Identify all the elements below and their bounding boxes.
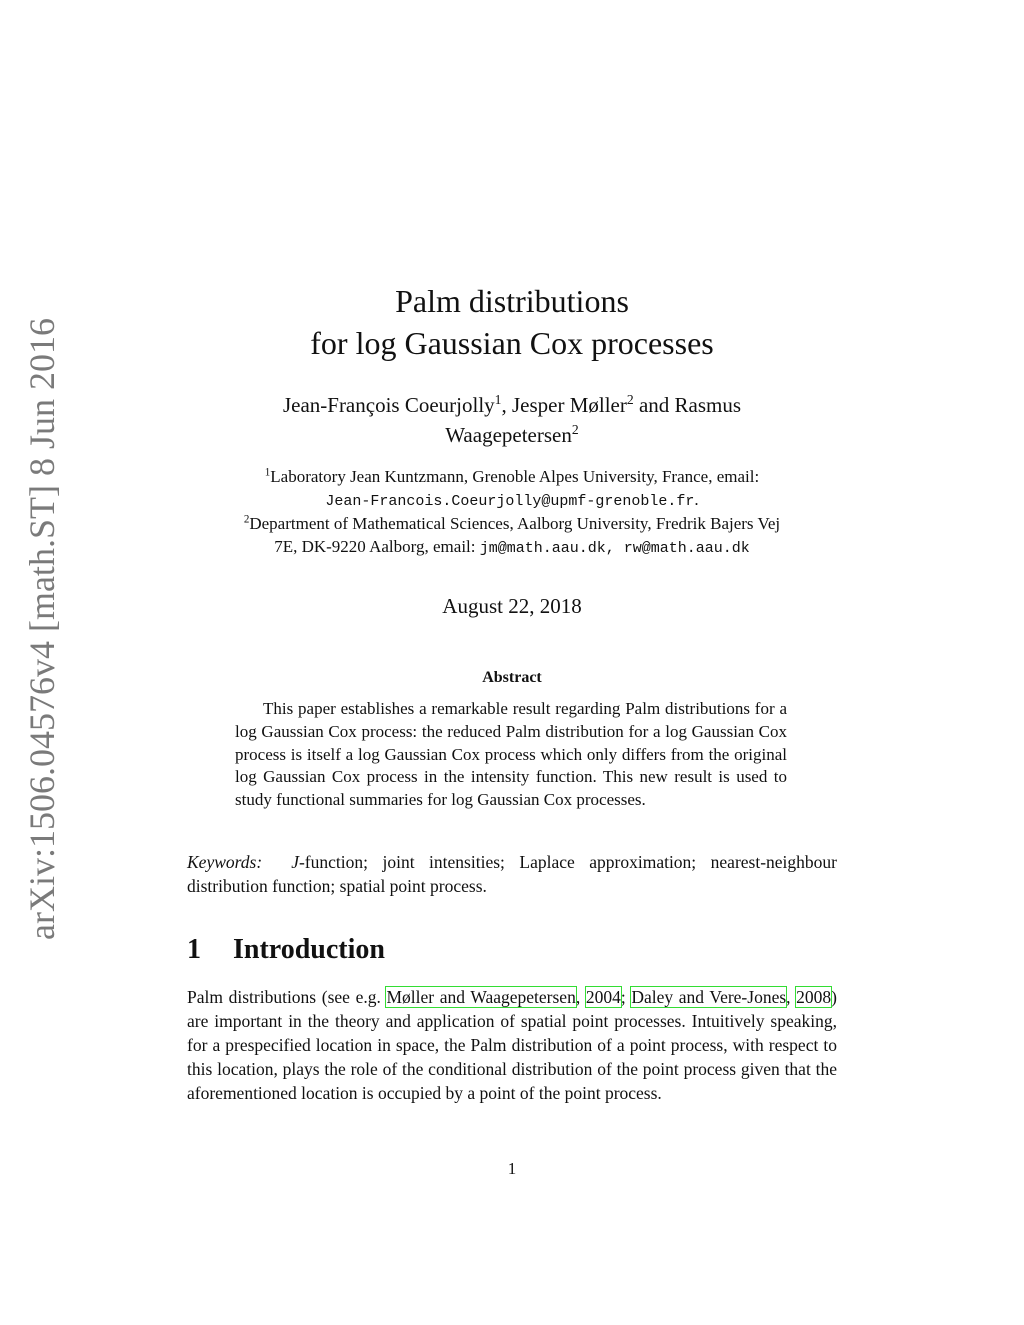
intro-text: Palm distributions (see e.g. bbox=[187, 987, 387, 1007]
author-separator: and Rasmus bbox=[633, 393, 742, 417]
affiliation-2-text-cont: 7E, DK-9220 Aalborg, email: bbox=[274, 536, 480, 556]
affiliation-2 bbox=[0, 513, 1024, 536]
section-title: Introduction bbox=[233, 934, 385, 965]
abstract-body: This paper establishes a remarkable result regarding Palm distributions for a log Gaussian Cox process: the reduced Palm distribution for a log Gaussian Cox process is itself a log Gaussian Cox process which only differs from the original log Gaussian Cox process in the intensity function. This new result is used to study functional summaries for log Gaussian Cox processes. bbox=[235, 699, 787, 810]
affiliation-1 bbox=[0, 466, 1024, 489]
affiliation-mark: 1 bbox=[494, 392, 502, 407]
author-line-1 bbox=[0, 390, 1024, 420]
keywords bbox=[187, 850, 837, 898]
section-number: 1 bbox=[187, 934, 201, 965]
paper-title bbox=[0, 280, 1024, 364]
affiliation-mark: 1 bbox=[264, 466, 271, 479]
citation-year-2004[interactable]: 2004 bbox=[585, 987, 621, 1007]
affiliation-1-text: Laboratory Jean Kuntzmann, Grenoble Alpes University, France, email: bbox=[270, 467, 760, 486]
affiliation-1-email-line bbox=[0, 489, 1024, 514]
author-coeurjolly: Jean-François Coeurjolly bbox=[282, 393, 495, 417]
author-waagepetersen: Waagepetersen bbox=[445, 423, 572, 447]
keywords-j-symbol: J bbox=[291, 852, 299, 872]
affiliation-mark: 2 bbox=[243, 513, 250, 526]
introduction-paragraph bbox=[187, 985, 837, 1105]
title-line-1: Palm distributions bbox=[395, 283, 629, 319]
affiliation-mark: 2 bbox=[626, 392, 634, 407]
abstract-heading: Abstract bbox=[482, 669, 542, 686]
intro-text: , bbox=[786, 987, 797, 1007]
citation-year-2008[interactable]: 2008 bbox=[796, 987, 832, 1007]
affiliation-mark: 2 bbox=[571, 422, 579, 437]
author-list bbox=[0, 390, 1024, 450]
keywords-text: -function; joint intensities; Laplace approximation; nearest-neighbour distribution function; spatial point process. bbox=[187, 852, 837, 896]
affiliation-2-text: Department of Mathematical Sciences, Aalborg University, Fredrik Bajers Vej bbox=[249, 514, 781, 533]
author-moller: Jesper Møller bbox=[511, 393, 627, 417]
email-moller-waagepetersen: jm@math.aau.dk, rw@math.aau.dk bbox=[479, 539, 750, 557]
author-line-2 bbox=[0, 420, 1024, 450]
citation-moller-waagepetersen[interactable]: Møller and Waagepetersen bbox=[386, 987, 576, 1007]
section-heading-introduction bbox=[187, 932, 385, 968]
email-coeurjolly: Jean-Francois.Coeurjolly@upmf-grenoble.fr bbox=[325, 492, 695, 510]
paper-date: August 22, 2018 bbox=[442, 594, 582, 618]
title-line-2: for log Gaussian Cox processes bbox=[310, 325, 714, 361]
intro-text: ) are important in the theory and application of spatial point processes. Intuitively speaking, for a prespecified location in space, the Palm distribution of a point process, with respect to this location, plays the role of the conditional distribution of the point process given that the aforementioned location is occupied by a point of the point process. bbox=[187, 987, 837, 1104]
affiliations bbox=[0, 466, 1024, 560]
affiliation-2-email-line bbox=[0, 536, 1024, 561]
affiliation-1-end: . bbox=[694, 489, 699, 509]
author-separator: , bbox=[501, 393, 512, 417]
keywords-label: Keywords: bbox=[187, 852, 263, 872]
arxiv-stamp: arXiv:1506.04576v4 [math.ST] 8 Jun 2016 bbox=[22, 318, 62, 940]
citation-daley-vere-jones[interactable]: Daley and Vere-Jones bbox=[631, 987, 787, 1007]
page-number: 1 bbox=[507, 1159, 517, 1178]
intro-text: , bbox=[575, 987, 586, 1007]
intro-text: ; bbox=[620, 987, 632, 1007]
